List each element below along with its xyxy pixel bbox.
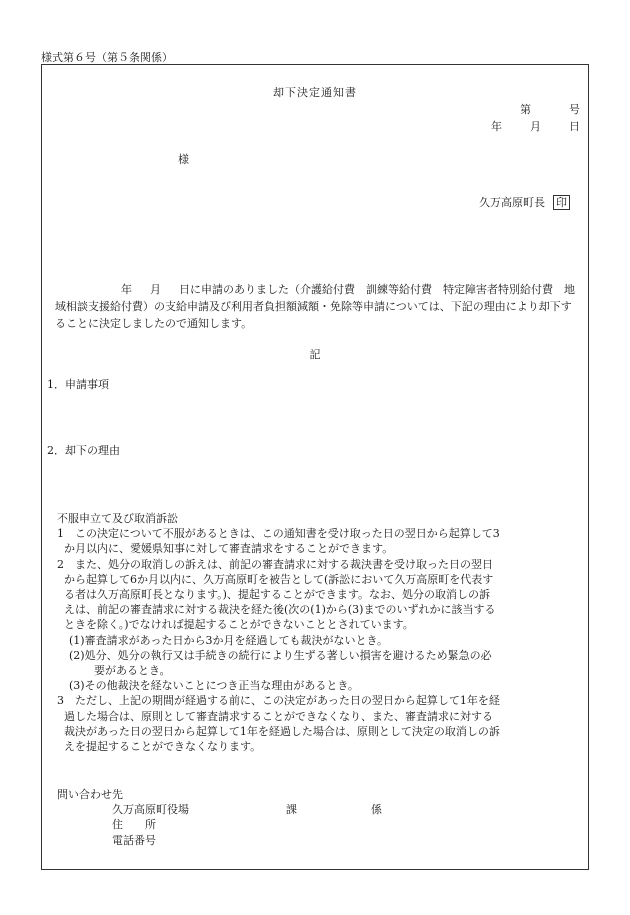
appeal-line: (1)審査請求があった日から3か月を経過しても裁決がないとき。 <box>69 633 389 647</box>
appeal-line: 過した場合は、原則として審査請求することができなくなり、また、審査請求に対する <box>64 709 493 723</box>
appeal-line: ときを除く。)でなければ提起することができないこととされています。 <box>64 618 414 632</box>
body-month: 月 <box>150 283 161 296</box>
appeal-line: 1 この決定について不服があるときは、この通知書を受け取った日の翌日から起算して3 <box>57 527 500 541</box>
date-day: 日 <box>569 120 580 133</box>
date-year: 年 <box>491 120 502 133</box>
number-go: 号 <box>569 103 580 116</box>
appeal-line: 3 ただし、上記の期間が経過する前に、この決定があった日の翌日から起算して1年を経 <box>57 694 500 708</box>
appeal-line: 裁決があった日の翌日から起算して1年を経過した場合は、原則として決定の取消しの訴 <box>64 724 500 738</box>
inquiry-office: 久万高原町役場 <box>112 803 189 817</box>
form-number-label: 様式第６号（第５条関係） <box>41 51 173 64</box>
issue-date <box>491 119 580 134</box>
seal-mark: 印 <box>553 195 570 210</box>
appeal-line: 2 また、処分の取消しの訴えは、前記の審査請求に対する裁決書を受け取った日の翌日 <box>57 557 493 571</box>
appeal-line: (2)処分、処分の執行又は手続きの続行により生ずる著しい損害を避けるため緊急の必 <box>69 648 492 662</box>
section-application-items: 1．申請事項 <box>47 378 109 391</box>
number-dai: 第 <box>520 103 531 116</box>
date-month: 月 <box>530 120 541 133</box>
inquiry-office-row <box>57 802 382 817</box>
appeal-line: えを提起することができなくなります。 <box>64 740 262 754</box>
document-title: 却下決定通知書 <box>273 86 357 99</box>
appeal-line: る者は久万高原町長となります。)、提起することができます。なお、処分の取消しの訴 <box>64 588 491 602</box>
inquiry-phone: 電話番号 <box>112 833 156 847</box>
appeal-line: 要があるとき。 <box>94 664 171 678</box>
appeal-notice <box>57 511 582 754</box>
section-rejection-reason: 2．却下の理由 <box>47 444 120 457</box>
notice-frame <box>41 64 589 870</box>
appeal-heading: 不服申立て及び取消訴訟 <box>57 512 178 525</box>
issuer-name: 久万高原町長 <box>479 196 545 209</box>
ki-heading: 記 <box>309 348 321 361</box>
inquiry-kakari: 係 <box>371 803 382 817</box>
issuer <box>479 195 570 210</box>
appeal-line: か月以内に、愛媛県知事に対して審査請求をすることができます。 <box>64 542 394 556</box>
body-year: 年 <box>121 283 132 296</box>
document-number <box>520 102 580 117</box>
inquiry-ka: 課 <box>286 803 297 817</box>
inquiry-address: 住 所 <box>112 818 156 832</box>
body-text: 日に申請のありました（介護給付費 訓練等給付費 特定障害者特別給付費 地域相談支援給付費）の支給申請及び利用者負担額減額・免除等申請については、下記の理由により却下することに決定しましたので通知します。 <box>55 283 575 330</box>
appeal-line: (3)その他裁決を経ないことにつき正当な理由があるとき。 <box>69 679 359 693</box>
addressee-suffix: 様 <box>178 153 189 166</box>
inquiry-contact <box>57 787 382 848</box>
inquiry-heading: 問い合わせ先 <box>57 788 123 801</box>
appeal-line: から起算して6か月以内に、久万高原町を被告として(訴訟において久万高原町を代表す <box>64 572 494 586</box>
appeal-line: えは、前記の審査請求に対する裁決を経た後(次の(1)から(3)までのいずれかに該当する <box>64 603 496 617</box>
notice-body <box>55 281 580 332</box>
